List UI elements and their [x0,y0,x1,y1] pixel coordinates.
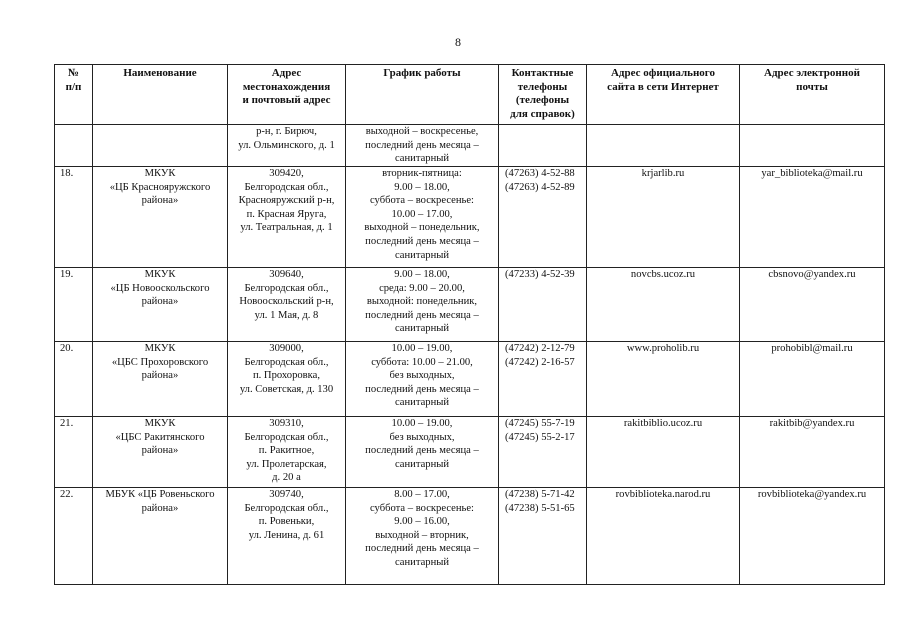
row-name: МБУК «ЦБ Ровеньского района» [93,488,228,585]
row-website: novcbs.ucoz.ru [587,268,740,342]
table-row [55,488,885,585]
row-number: 20. [55,342,93,417]
row-website: rakitbiblio.ucoz.ru [587,417,740,488]
header-email: Адрес электронной почты [740,65,885,125]
row-name [93,125,228,167]
row-number: 18. [55,167,93,268]
row-name: МКУК «ЦБ Новооскольского района» [93,268,228,342]
row-phones: (47238) 5-71-42 (47238) 5-51-65 [499,488,587,585]
row-schedule: 10.00 – 19.00, суббота: 10.00 – 21.00, без выходных, последний день месяца – санитарный [346,342,499,417]
row-address: р-н, г. Бирюч, ул. Ольминского, д. 1 [228,125,346,167]
row-address: 309000, Белгородская обл., п. Прохоровка, ул. Советская, д. 130 [228,342,346,417]
row-website [587,125,740,167]
header-number: № п/п [55,65,93,125]
row-schedule: 9.00 – 18.00, среда: 9.00 – 20.00, выходной: понедельник, последний день месяца – санитарный [346,268,499,342]
row-name: МКУК «ЦБС Ракитянского района» [93,417,228,488]
table-row [55,167,885,268]
row-email: yar_biblioteka@mail.ru [740,167,885,268]
libraries-table [54,64,885,585]
row-email: prohobibl@mail.ru [740,342,885,417]
table-row [55,125,885,167]
table-row [55,342,885,417]
header-phones: Контактные телефоны (телефоны для справок) [499,65,587,125]
row-phones [499,125,587,167]
row-website: krjarlib.ru [587,167,740,268]
header-name: Наименование [93,65,228,125]
row-address: 309310, Белгородская обл., п. Ракитное, ул. Пролетарская, д. 20 а [228,417,346,488]
row-name: МКУК «ЦБ Краснояружского района» [93,167,228,268]
row-schedule: вторник-пятница: 9.00 – 18.00, суббота – воскресенье: 10.00 – 17.00, выходной – понедельник, последний день месяца – санитарный [346,167,499,268]
header-address: Адрес местонахождения и почтовый адрес [228,65,346,125]
row-email: rakitbib@yandex.ru [740,417,885,488]
table-header-row [55,65,885,125]
row-number: 22. [55,488,93,585]
row-schedule: выходной – воскресенье, последний день месяца – санитарный [346,125,499,167]
table-row [55,417,885,488]
row-email: cbsnovo@yandex.ru [740,268,885,342]
row-number: 21. [55,417,93,488]
row-address: 309420, Белгородская обл., Краснояружский р-н, п. Красная Яруга, ул. Театральная, д. 1 [228,167,346,268]
row-schedule: 8.00 – 17.00, суббота – воскресенье: 9.00 – 16.00, выходной – вторник, последний день месяца – санитарный [346,488,499,585]
row-name: МКУК «ЦБС Прохоровского района» [93,342,228,417]
row-phones: (47245) 55-7-19 (47245) 55-2-17 [499,417,587,488]
row-phones: (47242) 2-12-79 (47242) 2-16-57 [499,342,587,417]
row-number: 19. [55,268,93,342]
row-address: 309740, Белгородская обл., п. Ровеньки, ул. Ленина, д. 61 [228,488,346,585]
row-address: 309640, Белгородская обл., Новооскольский р-н, ул. 1 Мая, д. 8 [228,268,346,342]
row-phones: (47263) 4-52-88 (47263) 4-52-89 [499,167,587,268]
row-email: rovbiblioteka@yandex.ru [740,488,885,585]
row-website: www.proholib.ru [587,342,740,417]
page-number: 8 [455,35,461,49]
header-schedule: График работы [346,65,499,125]
table-row [55,268,885,342]
header-website: Адрес официального сайта в сети Интернет [587,65,740,125]
row-email [740,125,885,167]
row-phones: (47233) 4-52-39 [499,268,587,342]
row-website: rovbiblioteka.narod.ru [587,488,740,585]
row-schedule: 10.00 – 19.00, без выходных, последний день месяца – санитарный [346,417,499,488]
row-number [55,125,93,167]
